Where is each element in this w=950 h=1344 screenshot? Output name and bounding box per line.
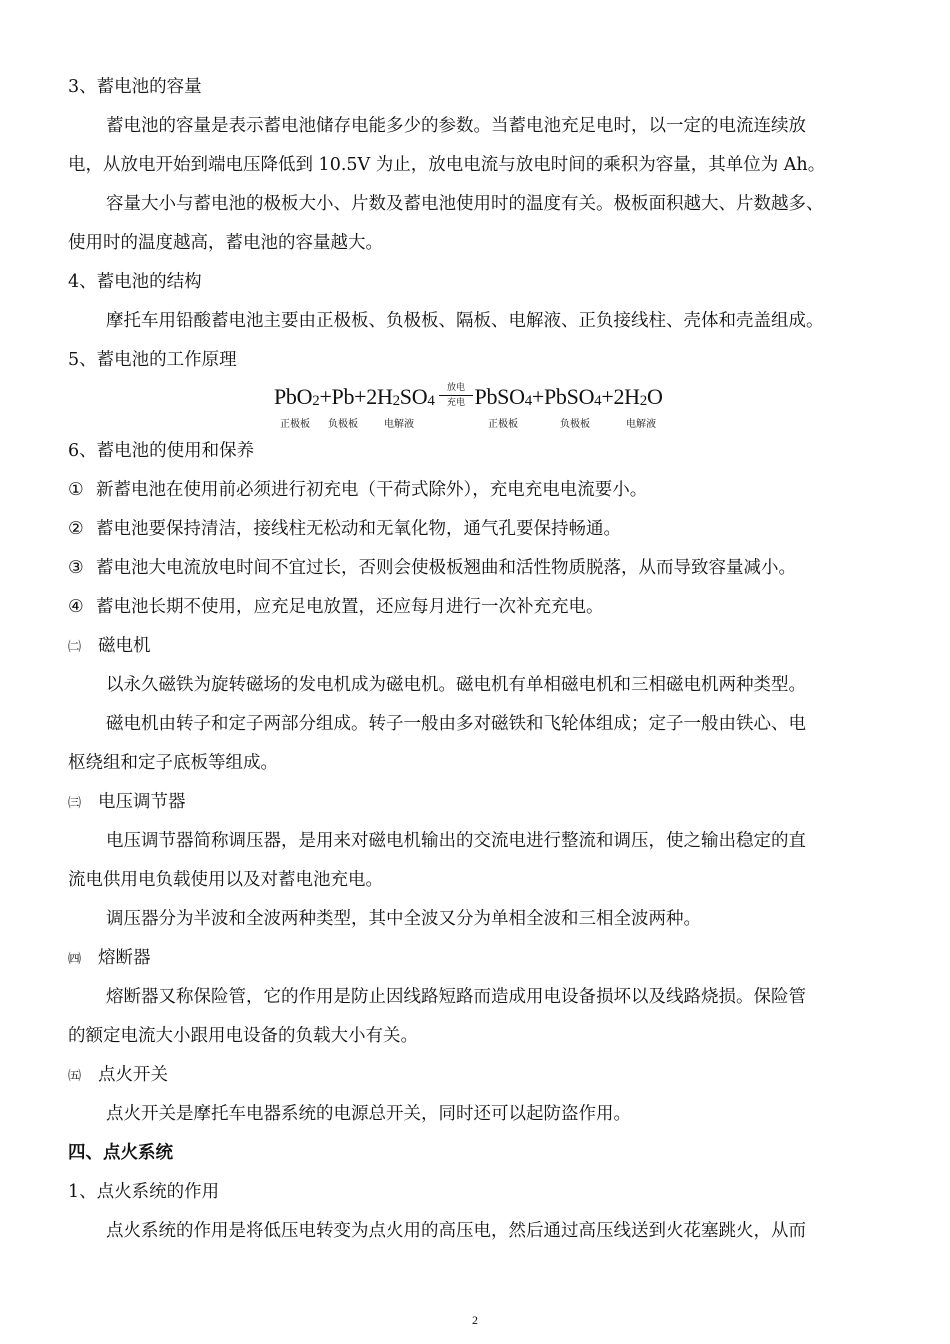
paragraph-line: 电，从放电开始到端电压降低到 10.5V 为止，放电电流与放电时间的乘积为容量，其单位为 Ah。	[68, 155, 826, 175]
equation-label: 电解液	[626, 419, 656, 430]
heading-4-structure: 4、蓄电池的结构	[68, 272, 202, 292]
chemical-equation	[274, 382, 666, 430]
list-item: ④ 蓄电池长期不使用，应充足电放置，还应每月进行一次补充充电。	[68, 597, 604, 617]
paragraph-line: 熔断器又称保险管，它的作用是防止因线路短路而造成用电设备损坏以及线路烧损。保险管	[106, 987, 806, 1007]
paragraph-line: 容量大小与蓄电池的极板大小、片数及蓄电池使用时的温度有关。极板面积越大、片数越多、	[106, 194, 824, 214]
list-item: ② 蓄电池要保持清洁，接线柱无松动和无氧化物，通气孔要保持畅通。	[68, 519, 621, 539]
paragraph-line: 调压器分为半波和全波两种类型，其中全波又分为单相全波和三相全波两种。	[106, 909, 701, 929]
equation-condition: 放电 充电	[439, 382, 473, 409]
section-heading: ㈡ 磁电机	[68, 636, 151, 656]
chapter-heading: 四、点火系统	[68, 1143, 173, 1163]
paragraph-line: 蓄电池的容量是表示蓄电池储存电能多少的参数。当蓄电池充足电时，以一定的电流连续放	[106, 116, 806, 136]
paragraph-line: 电压调节器简称调压器，是用来对磁电机输出的交流电进行整流和调压，使之输出稳定的直	[106, 831, 806, 851]
paragraph-line: 点火系统的作用是将低压电转变为点火用的高压电，然后通过高压线送到火花塞跳火，从而	[106, 1221, 806, 1241]
equation-label: 负极板	[328, 419, 358, 430]
equation-label: 电解液	[384, 419, 414, 430]
heading-5-principle: 5、蓄电池的工作原理	[68, 350, 237, 370]
paragraph-line: 磁电机由转子和定子两部分组成。转子一般由多对磁铁和飞轮体组成；定子一般由铁心、电	[106, 714, 806, 734]
paragraph-line: 的额定电流大小跟用电设备的负载大小有关。	[68, 1026, 418, 1046]
equation-formula: $PbO_2+Pb+2H_2SO_4$ $PbSO_4+PbSO_4+2H_2O$	[274, 384, 663, 409]
section-heading: ㈣ 熔断器	[68, 948, 151, 968]
subheading: 1、点火系统的作用	[68, 1182, 220, 1202]
list-item: ① 新蓄电池在使用前必须进行初充电（干荷式除外），充电充电电流要小。	[68, 480, 648, 500]
section-heading: ㈢ 电压调节器	[68, 792, 186, 812]
equation-label: 正极板	[280, 419, 310, 430]
paragraph-line: 以永久磁铁为旋转磁场的发电机成为磁电机。磁电机有单相磁电机和三相磁电机两种类型。	[106, 675, 806, 695]
page-number: 2	[472, 1313, 478, 1327]
section-heading: ㈤ 点火开关	[68, 1065, 168, 1085]
paragraph-line: 使用时的温度越高，蓄电池的容量越大。	[68, 233, 383, 253]
equation-label: 正极板	[488, 419, 518, 430]
paragraph-line: 摩托车用铅酸蓄电池主要由正极板、负极板、隔板、电解液、正负接线柱、壳体和壳盖组成。	[106, 311, 824, 331]
paragraph-line: 点火开关是摩托车电器系统的电源总开关，同时还可以起防盗作用。	[106, 1104, 631, 1124]
heading-3-capacity: 3、蓄电池的容量	[68, 77, 202, 97]
paragraph-line: 流电供用电负载使用以及对蓄电池充电。	[68, 870, 383, 890]
paragraph-line: 枢绕组和定子底板等组成。	[68, 753, 278, 773]
list-item: ③ 蓄电池大电流放电时间不宜过长，否则会使极板翘曲和活性物质脱落，从而导致容量减小。	[68, 558, 796, 578]
heading-6-maintenance: 6、蓄电池的使用和保养	[68, 441, 255, 461]
equation-label: 负极板	[560, 419, 590, 430]
